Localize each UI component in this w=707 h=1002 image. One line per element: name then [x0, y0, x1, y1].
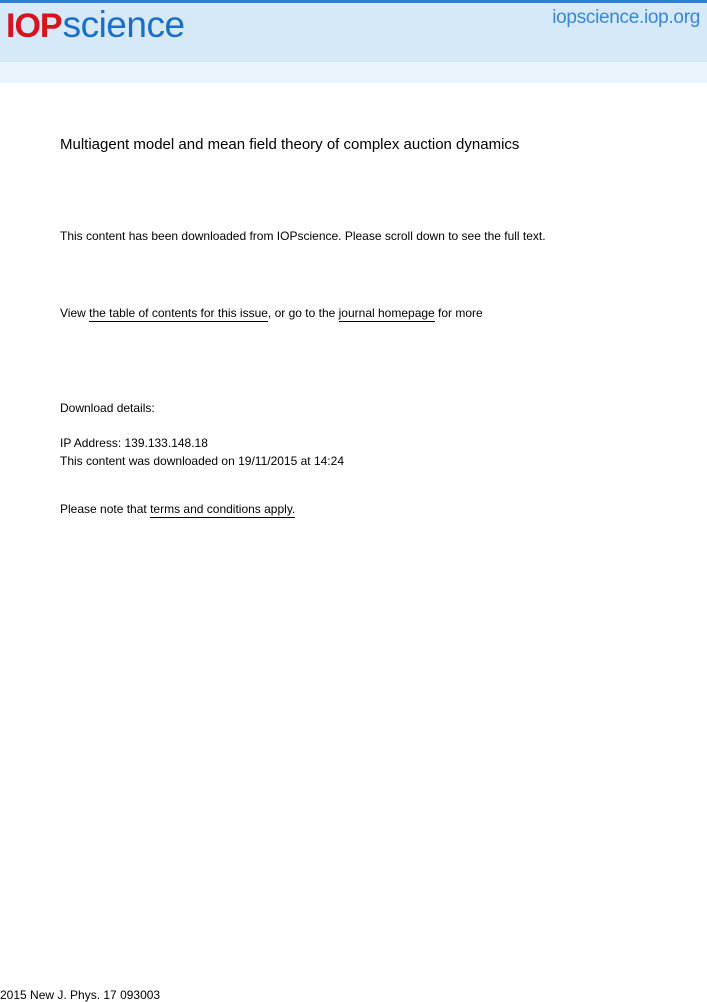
view-middle: , or go to the	[267, 306, 339, 320]
logo-science-text: science	[62, 4, 185, 45]
terms-and-conditions-link[interactable]: terms and conditions apply.	[150, 502, 296, 516]
footer-citation: 2015 New J. Phys. 17 093003	[0, 988, 161, 1002]
ip-address: IP Address: 139.133.148.18	[60, 436, 208, 450]
site-header	[0, 3, 707, 62]
logo-iop-text: IOP	[6, 7, 62, 45]
article-title: Multiagent model and mean field theory of complex auction dynamics	[60, 136, 520, 153]
download-details-heading: Download details:	[60, 401, 155, 415]
view-prefix: View	[60, 306, 90, 320]
header-subband	[0, 62, 707, 83]
download-notice: This content has been downloaded from IOPscience. Please scroll down to see the full text.	[60, 229, 546, 243]
site-url-link[interactable]: iopscience.iop.org	[552, 7, 700, 28]
table-of-contents-link[interactable]: the table of contents for this issue	[89, 306, 268, 320]
terms-prefix: Please note that	[60, 502, 151, 516]
journal-homepage-link[interactable]: journal homepage	[338, 306, 435, 320]
view-suffix: for more	[434, 306, 483, 320]
view-line	[60, 306, 483, 320]
terms-line	[60, 502, 295, 516]
download-date: This content was downloaded on 19/11/2015 at 14:24	[60, 454, 344, 468]
iopscience-logo[interactable]	[6, 5, 185, 45]
